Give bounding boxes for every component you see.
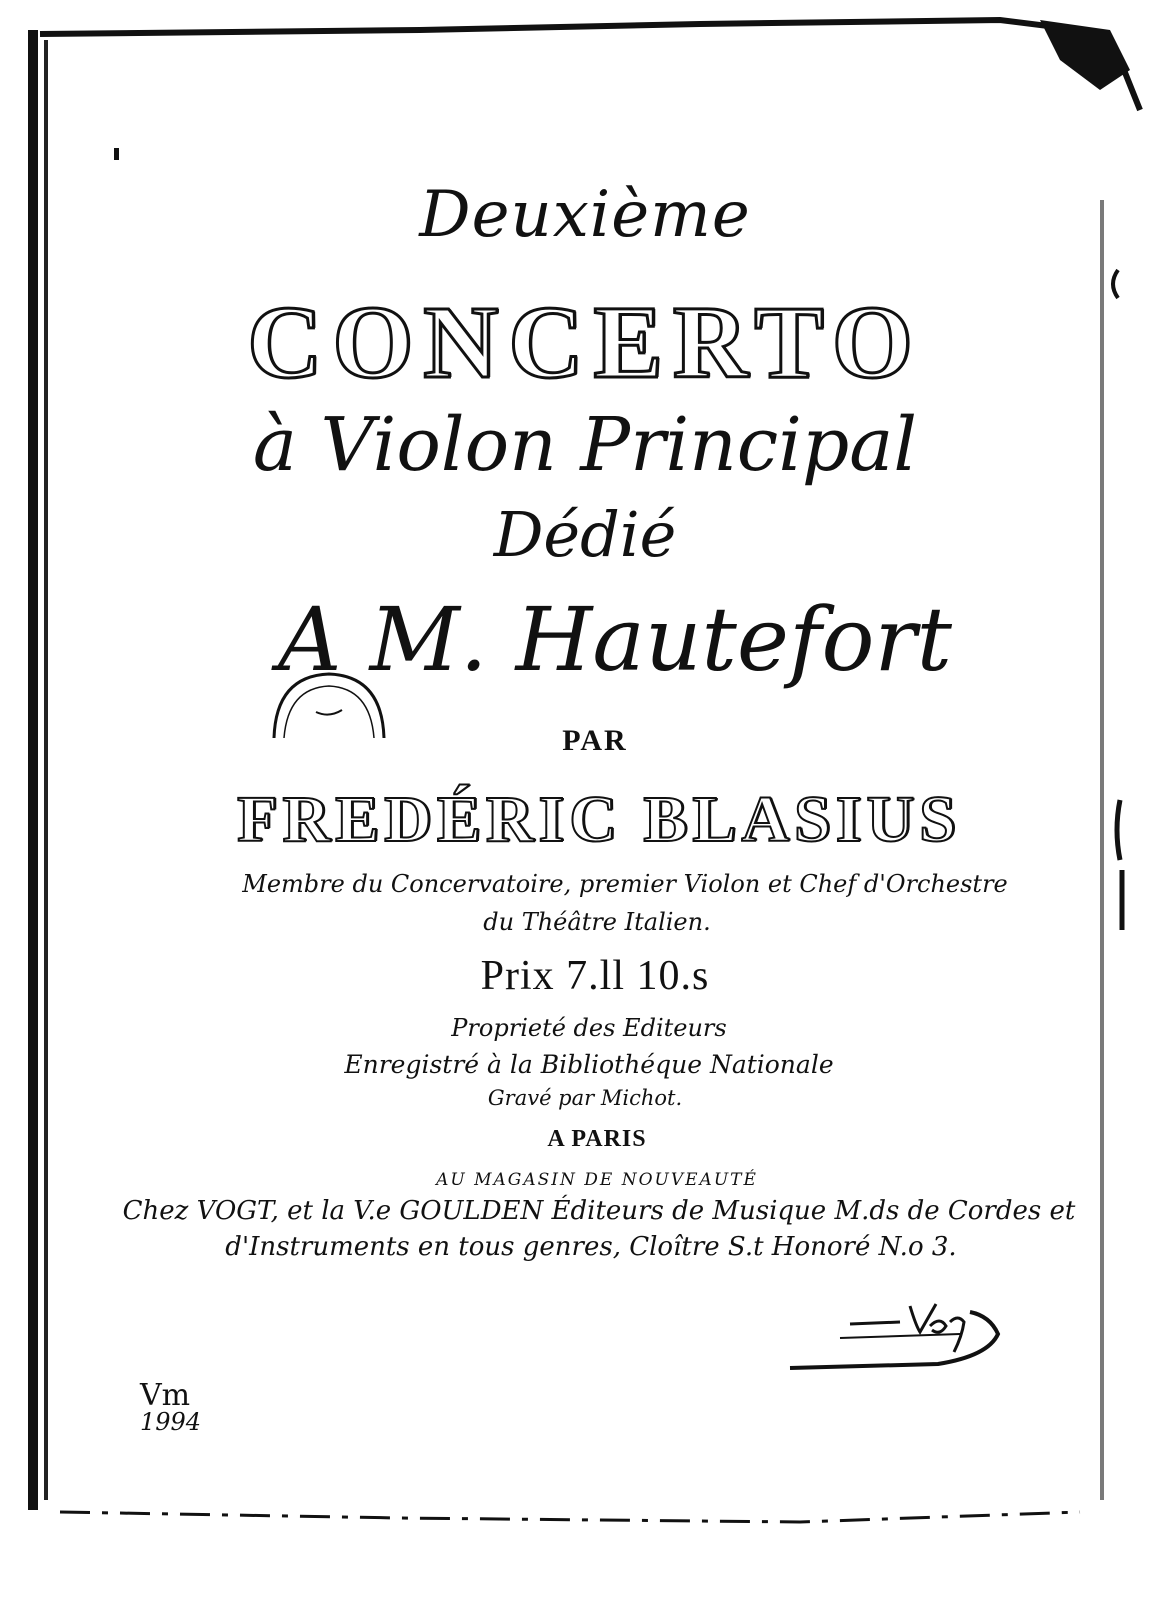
title-concerto: CONCERTO (247, 285, 923, 400)
publisher-signature (780, 1282, 1020, 1402)
title-dedication: Dédié (493, 498, 677, 571)
composer-name: FREDÉRIC BLASIUS (237, 783, 961, 856)
notice-engraver: Gravé par Michot. (487, 1086, 683, 1110)
shelfmark-line2: 1994 (140, 1408, 202, 1436)
shelfmark-line1: Vm (140, 1378, 191, 1413)
byline-par: PAR (562, 724, 628, 757)
notice-registration: Enregistré à la Bibliothéque Nationale (344, 1050, 834, 1079)
composer-role-line2: du Théâtre Italien. (483, 908, 711, 936)
publisher-shop: AU MAGASIN DE NOUVEAUTÉ (436, 1170, 758, 1190)
publisher-address-line1: Chez VOGT, et la V.e GOULDEN Éditeurs de Musique M.ds de Cordes et (122, 1196, 1076, 1226)
price-line: Prix 7.ll 10.s (480, 953, 710, 999)
title-dedicatee: A M. Hautefort (278, 588, 952, 691)
title-ordinal: Deuxième (419, 178, 751, 252)
publisher-address-line2: d'Instruments en tous genres, Cloître S.t Honoré N.o 3. (225, 1232, 957, 1262)
notice-property: Proprieté des Editeurs (451, 1014, 727, 1042)
title-instrument: à Violon Principal (252, 402, 918, 488)
publisher-city: A PARIS (547, 1126, 647, 1152)
composer-role-line1: Membre du Concervatoire, premier Violon et Chef d'Orchestre (242, 870, 1008, 898)
